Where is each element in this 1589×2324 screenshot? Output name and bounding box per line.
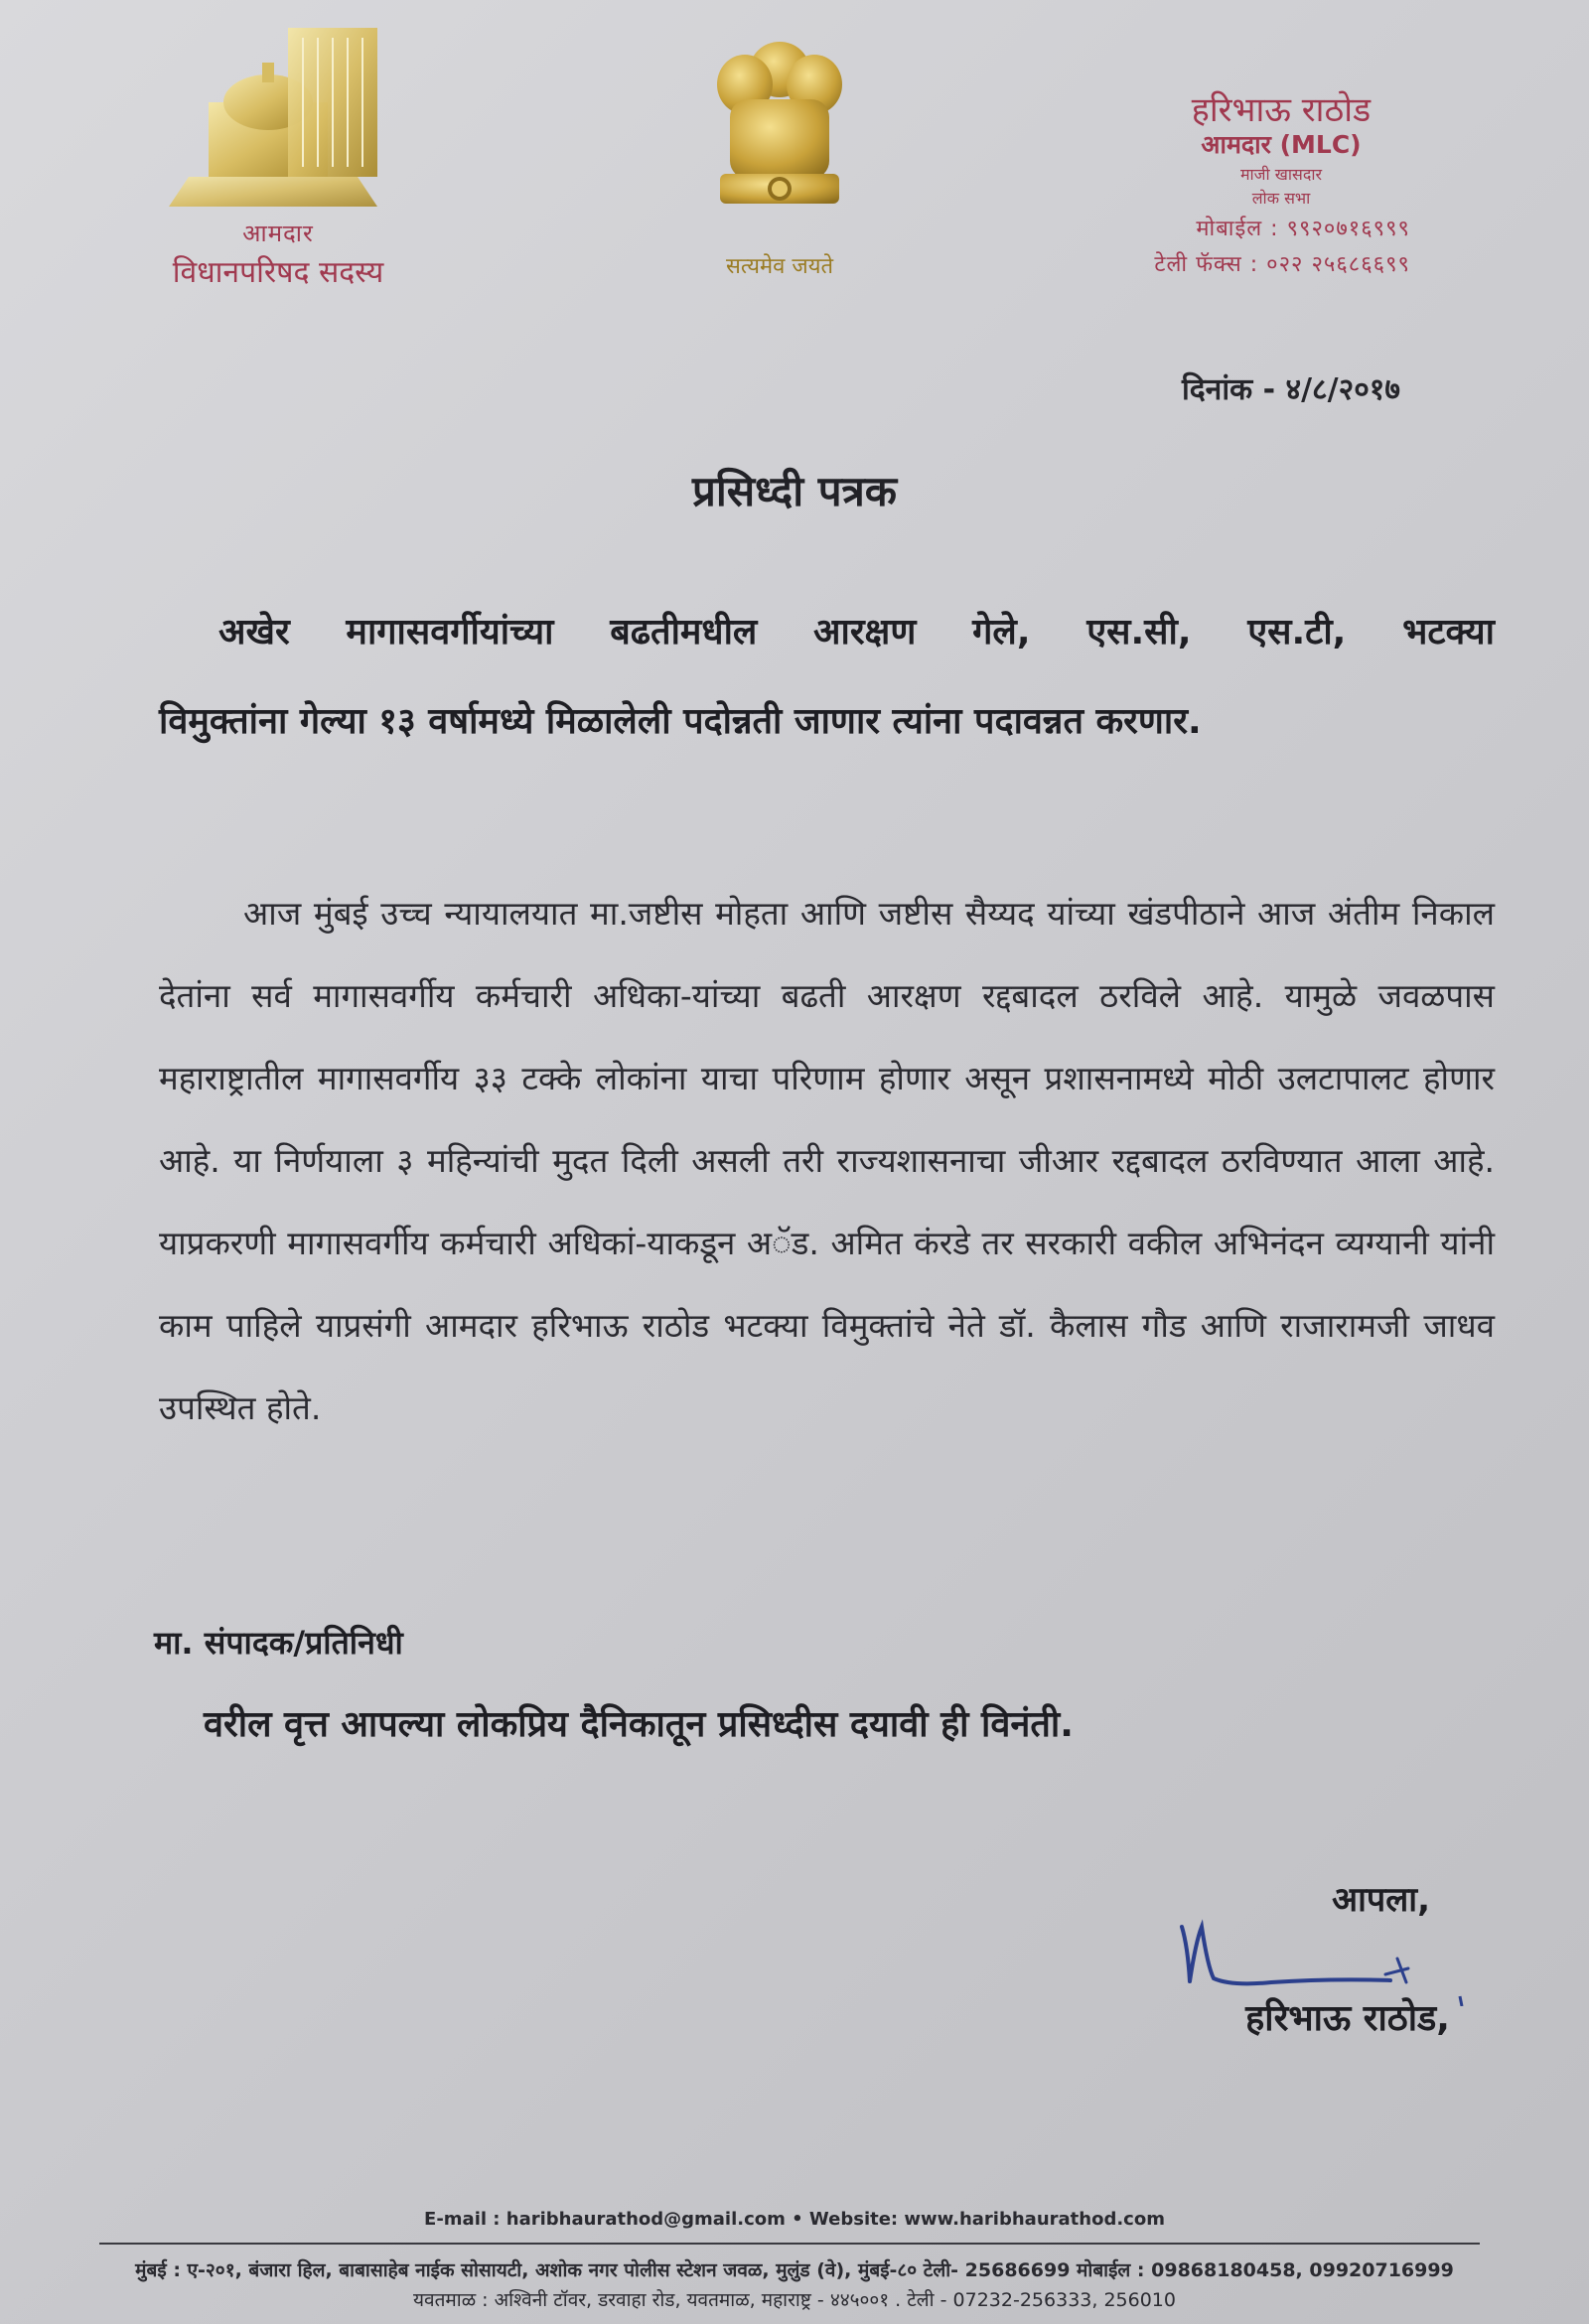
footer-yavatmal-address: यवतमाळ : अश्विनी टॉवर, डरवाहा रोड, यवतमाळ, महाराष्ट्र - ४४५००१ . टेली - 07232-256333, 256010 [413,2289,1176,2311]
press-release-heading: प्रसिध्दी पत्रक [691,467,898,515]
letterhead-lok-sabha: लोक सभा [1251,189,1311,208]
letter-date: दिनांक - ४/८/२०१७ [1181,372,1400,407]
signatory-name: हरिभाऊ राठोड, [1245,1998,1450,2039]
footer-contact-line: E-mail : haribhaurathod@gmail.com • Website: www.haribhaurathod.com [424,2209,1165,2230]
legislature-emblem-logo [159,8,387,217]
closing-text: आपला, [1332,1880,1430,1920]
national-emblem-logo [695,30,864,248]
publication-request: वरील वृत्त आपल्या लोकप्रिय दैनिकातून प्रसिध्दीस दयावी ही विनंती. [204,1704,1074,1745]
footer-divider [99,2243,1480,2245]
lead-headline-line-2: विमुक्तांना गेल्या १३ वर्षामध्ये मिळालेली पदोन्नती जाणार त्यांना पदावन्नत करणार. [159,701,1202,742]
salutation-editor: मा. संपादक/प्रतिनिधी [154,1624,403,1662]
footer-mumbai-address: मुंबई : ए-२०१, बंजारा हिल, बाबासाहेब नाईक सोसायटी, अशोक नगर पोलीस स्टेशन जवळ, मुलुंड (वे), मुंबई-८० टेली- 25686699 मोबाईल : 09868180458, 09920716999 [135,2259,1454,2281]
emblem-motto: सत्यमेव जयते [725,254,834,279]
left-caption-council-member: विधानपरिषद सदस्य [172,255,384,290]
handwritten-signature [1162,1887,1490,2006]
letterhead-title: आमदार (MLC) [1201,130,1362,159]
letterhead-mobile: मोबाईल : ९९२०७१६९९९ [1196,217,1410,241]
letterhead-name: हरिभाऊ राठोड [1191,90,1372,130]
left-caption-mla: आमदार [242,219,314,247]
lead-headline-line-1: अखेर मागासवर्गीयांच्या बढतीमधील आरक्षण गेले, एस.सी, एस.टी, भटक्या [218,612,1495,653]
letterhead-former-mp: माजी खासदार [1239,165,1323,184]
letterhead-telefax: टेली फॅक्स : ०२२ २५६८६६९९ [1154,252,1410,277]
body-paragraph: आज मुंबई उच्च न्यायालयात मा.जष्टीस मोहता आणि जष्टीस सैय्यद यांच्या खंडपीठाने आज अंतीम निकाल देतांना सर्व मागासवर्गीय कर्मचारी अधिका-यांच्या बढती आरक्षण रद्दबादल ठरविले आहे. यामुळे जवळपास महाराष्ट्रातील मागासवर्गीय ३३ टक्के लोकांना याचा परिणाम होणार असून प्रशासनामध्ये मोठी उलटापालट होणार आहे. या निर्णयाला ३ महिन्यांची मुदत दिली असली तरी राज्यशासनाचा जीआर रद्दबादल ठरविण्यात आला आहे. याप्रकरणी मागासवर्गीय कर्मचारी अधिकां-याकडून अॅड. अमित कंरडे तर सरकारी वकील अभिनंदन व्यग्यानी यांनी काम पाहिले याप्रसंगी आमदार हरिभाऊ राठोड भटक्या विमुक्तांचे नेते डॉ. कैलास गौड आणि राजारामजी जाधव उपस्थित होते. [159,894,1495,1427]
